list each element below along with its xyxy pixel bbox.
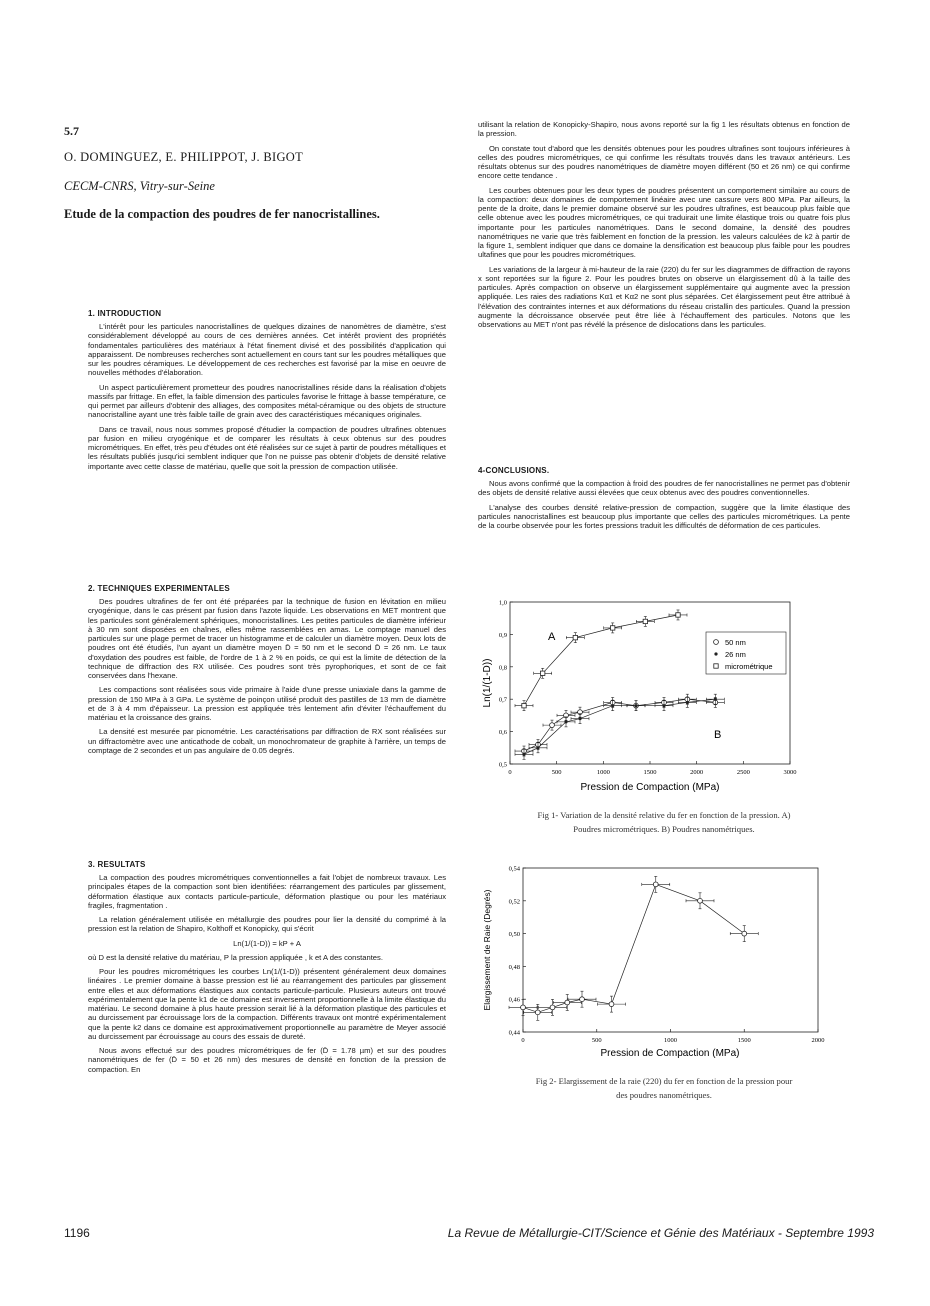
conclusions-paragraph-2: L'analyse des courbes densité relative-pression de compaction, suggère que la limite élastique des particules nanocristallines est beaucoup plus importante que celles des particules micrométriques. La pente de la courbe observée pour les fortes pressions traduit les difficultés de déformation de ces particules. — [478, 502, 850, 530]
results-paragraph-5: Nous avons effectué sur des poudres micrométriques de fer (D̄ = 1.78 µm) et sur des poudres nanométriques de fer (D̄ = 50 et 26 nm) des mesures de densité en fonction de la pression de compaction. En — [88, 1046, 446, 1074]
fig2-y-tick-label: 0,46 — [508, 996, 520, 1004]
fig1-data-point — [566, 633, 584, 643]
results-paragraph-1: La compaction des poudres micrométriques conventionnelles a fait l'objet de nombreux travaux. Les principales étapes de la compaction sont bien identifiées: réarrangement des particules par glissement, déformation élastique aux contacts particule-particule, déformation plastique ou pour les matériaux fragiles, fragmentation . — [88, 873, 446, 910]
fig1-plot-frame — [510, 602, 790, 764]
section-techniques — [88, 584, 446, 760]
fig2-data-point — [598, 996, 626, 1012]
legend-label-50nm: 50 nm — [725, 638, 746, 647]
fig1-label-b: B — [714, 729, 722, 741]
figure-2-caption — [478, 1074, 850, 1102]
fig2-y-tick-label: 0,54 — [508, 865, 520, 873]
conclusions-paragraph-1: Nous avons confirmé que la compaction à froid des poudres de fer nanocristallines ne permet pas d'obtenir des objets de densité relative aussi élevées que ceux obtenus avec des poudres conventionnelles. — [478, 479, 850, 498]
equation: Ln(1/(1-D)) = kP + A — [233, 938, 301, 948]
fig2-y-tick-label: 0,48 — [508, 963, 520, 971]
fig1-y-axis-label: Ln(1/(1-D)) — [482, 658, 493, 708]
fig1-data-point — [515, 701, 533, 711]
fig1-series-line-2 — [524, 615, 678, 706]
fig2-y-tick-label: 0,44 — [508, 1029, 520, 1037]
right-paragraph-4: Les variations de la largeur à mi-hauteur de la raie (220) du fer sur les diagrammes de diffraction de rayons x sont reportées sur la figure 2. Pour les poudres brutes on observe un élargissement dû à la taille des particules. Après compaction on observe un élargissement supplémentaire qui augmente avec la pression appliquée. Les raies des radiations Kα1 et Kα2 ne sont plus séparées. Cet élargissement peut être attribué à l'élévation des contraintes internes et aux déformations du réseau cristallin des particules. Quand la pression augmente la décroissance observée peut être liée à l'échauffement des particules. Notons que les observations au MET n'ont pas révélé la présence de dislocations dans les particules. — [478, 264, 850, 329]
fig2-data-point — [568, 991, 596, 1007]
right-paragraph-3: Les courbes obtenues pour les deux types de poudres présentent un comportement similaire au cours de la compaction: deux domaines de comportement linéaire avec une cassure vers 800 MPa. Par ailleurs, la pente de la droite, dans le premier domaine observé sur les poudres ultrafines, est beaucoup plus faible que celle obtenue avec les poudres micrométriques, ce qui traduirait une limite élastique trois ou quatre fois plus importante pour les particules nanométriques. Dans le second domaine, la densité des poudres nanométriques ne varie que très faiblement en fonction de la pression. les valeurs calculées de k2 à partir de la figure 1, semblent indiquer que dans ce domaine la densification est beaucoup plus faible pour les poudres ultafines que pour les poudres micrométriques. — [478, 185, 850, 260]
fig2-y-tick-label: 0,50 — [508, 931, 520, 939]
heading-introduction: 1. INTRODUCTION — [88, 309, 162, 318]
journal-name: La Revue de Métallurgie-CIT/Science et Génie des Matériaux - Septembre 1993 — [447, 1226, 874, 1240]
fig1-x-tick-label: 1500 — [643, 769, 657, 776]
fig1-x-tick-label: 2500 — [736, 769, 750, 776]
fig1-y-tick-label: 0,9 — [498, 631, 507, 639]
fig2-x-tick-label: 1500 — [737, 1037, 751, 1044]
fig2-series-line-0 — [523, 884, 744, 1012]
tech-paragraph-3: La densité est mesurée par picnométrie. Les caractérisations par diffraction de RX sont réalisées sur un diffractomètre avec une anticathode de cobalt, un monochromateur de graphite à l'arrière, un temps de comptage de 2 secondes et un pas angulaire de 0.05 degrés. — [88, 727, 446, 755]
fig2-data-point — [730, 926, 758, 942]
legend-marker-26nm — [714, 652, 717, 655]
fig2-data-point — [524, 1004, 552, 1020]
results-paragraph-4: Pour les poudres micrométriques les courbes Ln(1/(1-D)) présentent généralement deux domaines linéaires . Le premier domaine à basse pression est lié au réarrangement des particules par glissement entre elles et aux déformations élastiques aux contacts particule-particule. Plusieurs auteurs ont trouvé expérimentalement que la pente k1 de ce domaine est inversement proportionnelle à la limite élastique du matériau. Le second domaine à plus haute pression serait lié à la déformation plastique des particules et au durcissement par écrouissage lors de la compaction. Différents travaux ont montré expérimentalement que la pente k2 dans ce domaine est approximativement proportionnelle au paramètre de Meyer associé au durcissement par écrouissage au cours des essais de dureté. — [88, 967, 446, 1041]
authors: O. DOMINGUEZ, E. PHILIPPOT, J. BIGOT — [64, 150, 304, 164]
heading-techniques: 2. TECHNIQUES EXPERIMENTALES — [88, 584, 230, 593]
fig1-y-tick-label: 0,5 — [498, 761, 507, 769]
affiliation: CECM-CNRS, Vitry-sur-Seine — [64, 179, 215, 193]
fig1-x-tick-label: 1000 — [596, 769, 610, 776]
figure-1-chart — [470, 592, 850, 802]
fig1-x-tick-label: 500 — [551, 769, 562, 776]
legend-label-26nm: 26 nm — [725, 650, 746, 659]
tech-paragraph-1: Des poudres ultrafines de fer ont été préparées par la technique de fusion en lévitation en milieu cryogénique, dans le cas présent par fusion dans l'azote liquide. Les observations en MET montrent que les particules sont généralement sphériques, monocristallines. Les petites particules de diamètre inférieur à 30 nm sont disposées en chaînes, elles même rassemblées en amas. Le comptage manuel des particules sur une plage permet de tracer un histogramme et de calculer un diamètre moyen. Deux lots de poudres ont été étudiés, l'un ayant un diamètre moyen D̄ = 50 nm et le second D̄ = 26 nm. Le taux d'oxydation des poudres est faible, de l'ordre de 1 à 2 % en poids, ce qui est la limite de détection de la technique de diffraction des RX utilisée. Ces poudres sont très pyrophoriques, et sont de ce fait conservées dans l'hexane. — [88, 597, 446, 680]
results-paragraph-2: La relation généralement utilisée en métallurgie des poudres pour lier la densité du comprimé à la pression est la relation de Shapiro, Kolthoff et Konopicky, qui s'écrit — [88, 915, 446, 934]
heading-conclusions: 4-CONCLUSIONS. — [478, 466, 550, 475]
fig1-data-point — [534, 668, 552, 678]
fig2-x-axis-label: Pression de Compaction (MPa) — [600, 1048, 740, 1059]
fig1-y-tick-label: 1,0 — [498, 599, 507, 607]
legend-marker-micrometrique — [714, 664, 718, 668]
fig2-x-tick-label: 2000 — [811, 1037, 825, 1044]
intro-paragraph-3: Dans ce travail, nous nous sommes proposé d'étudier la compaction de poudres ultrafines obtenues par fusion en milieu cryogénique et de comparer les résultats à ceux obtenus sur des poudres micrométriques. En effet, très peu d'études ont été réalisées sur ce sujet à partir de poudres métalliques et les résultats publiés jusqu'ici semblent indiquer que l'on ne puisse pas obtenir d'objets de densité relative importante avec cette classe de matériau, quelle que soit la pression de compaction utilisée. — [88, 424, 446, 471]
fig2-y-tick-label: 0,52 — [508, 898, 520, 906]
fig1-x-tick-label: 0 — [508, 769, 512, 776]
fig1-x-tick-label: 2000 — [690, 769, 704, 776]
fig2-data-point — [686, 893, 714, 909]
section-results-continued — [478, 120, 850, 334]
figure-1-caption-line-2: Poudres micrométriques. B) Poudres nanométriques. — [573, 824, 755, 834]
fig1-data-point — [604, 623, 622, 633]
figure-1-caption — [478, 808, 850, 836]
heading-results: 3. RESULTATS — [88, 860, 146, 869]
fig1-legend — [706, 632, 786, 674]
section-number: 5.7 — [64, 124, 79, 138]
section-results — [88, 860, 446, 1079]
fig2-x-tick-label: 500 — [591, 1037, 602, 1044]
fig1-y-tick-label: 0,7 — [498, 696, 507, 704]
fig1-x-tick-label: 3000 — [783, 769, 797, 776]
section-conclusions — [478, 466, 850, 535]
intro-paragraph-2: Un aspect particulièrement prometteur des poudres nanocristallines réside dans la réalisation d'objets massifs par frittage. En effet, la faible dimension des particules favorise le frittage à basse température, ce qui permet par ailleurs d'obtenir des alliages, des composites métal-céramique ou des objets de structure nanocristalline ayant une très faible taille de grain avec des caractéristiques mécaniques originales. — [88, 382, 446, 420]
figure-2-caption-line-1: Fig 2- Elargissement de la raie (220) du fer en fonction de la pression pour — [535, 1076, 793, 1086]
fig2-data-point — [642, 876, 670, 892]
fig1-data-point — [669, 610, 687, 620]
fig1-y-tick-label: 0,8 — [498, 664, 507, 672]
figure-2-caption-line-2: des poudres nanométriques. — [616, 1090, 712, 1100]
page-number: 1196 — [64, 1226, 90, 1240]
section-introduction — [88, 309, 446, 476]
fig1-y-tick-label: 0,6 — [498, 729, 507, 737]
paper-title: Etude de la compaction des poudres de fer nanocristallines. — [64, 207, 380, 221]
figure-2-chart — [470, 860, 850, 1070]
fig2-y-axis-label: Elargissement de Raie (Degrés) — [482, 889, 492, 1011]
right-paragraph-1: utilisant la relation de Konopicky-Shapiro, nous avons reporté sur la fig 1 les résultats obtenus en fonction de la pression. — [478, 120, 850, 139]
legend-marker-50nm — [714, 640, 719, 645]
figure-1-caption-line-1: Fig 1- Variation de la densité relative du fer en fonction de la pression. A) — [537, 810, 791, 820]
intro-paragraph-1: L'intérêt pour les particules nanocristallines de quelques dizaines de nanomètres de diamètre, s'est considérablement développé au cours de ces dernières années. Cet intérêt provient des propriétés fondamentales particulières des matériaux à l'état finement divisé et des possibilités d'application qui apparaissent. De nombreuses recherches sont actuellement en cours tant sur les poudres métalliques que sur les poudres céramiques. Le développement de ces recherches est favorisé par la mise en oeuvre de nouvelles méthodes d'élaboration. — [88, 322, 446, 378]
fig1-data-point — [627, 701, 645, 711]
fig2-x-tick-label: 1000 — [664, 1037, 677, 1044]
tech-paragraph-2: Les compactions sont réalisées sous vide primaire à l'aide d'une presse uniaxiale dans la gamme de pression de 150 MPa à 3 GPa. Le système de poinçon utilisé produit des pastilles de 13 mm de diamètre et de 3 à 4 mm d'épaisseur. La pression est appliquée très lentement afin d'éviter l'échauffement du matériau et la croissance des grains. — [88, 685, 446, 722]
fig2-data-point — [539, 999, 567, 1015]
right-paragraph-2: On constate tout d'abord que les densités obtenues pour les poudres ultrafines sont toujours inférieures à celles des poudres micrométriques, ce qui confirme les résultats trouvés dans les travaux antérieurs. Les résultats obtenus sur des poudres nanométriques de diamètre moyen différent (50 et 26 nm) ce qui confirme encore cette tendance . — [478, 143, 850, 181]
legend-label-micrometrique: micrométrique — [725, 662, 773, 671]
fig1-x-axis-label: Pression de Compaction (MPa) — [580, 782, 720, 793]
fig1-label-a: A — [548, 631, 556, 643]
results-paragraph-3: où D est la densité relative du matériau, P la pression appliquée , k et A des constantes. — [88, 952, 383, 962]
fig1-data-point — [636, 616, 654, 626]
fig2-data-point — [553, 994, 581, 1010]
fig2-x-tick-label: 0 — [521, 1037, 525, 1044]
